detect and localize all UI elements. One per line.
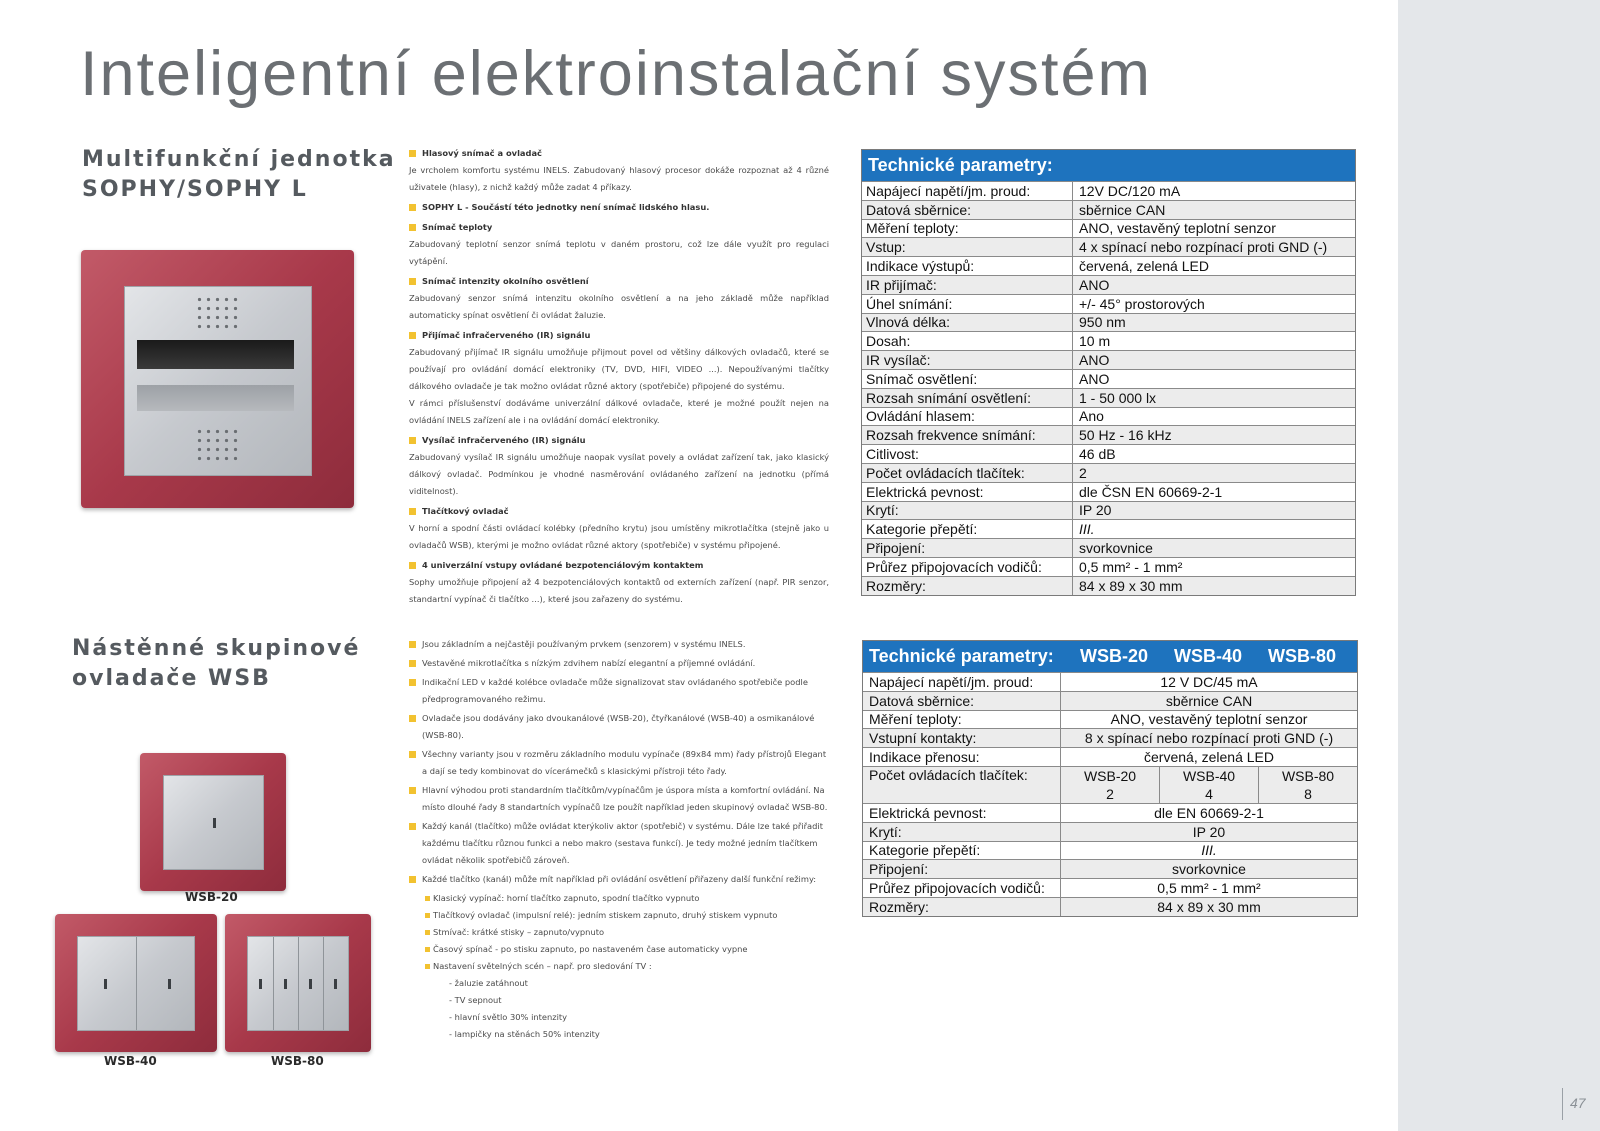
param-label: Rozměry:	[863, 898, 1061, 916]
param-label: Ovládání hlasem:	[862, 408, 1073, 426]
wsb20-device-image	[140, 753, 286, 891]
table-row	[862, 557, 1355, 576]
param-label: Připojení:	[863, 860, 1061, 878]
param-value: 12V DC/120 mA	[1079, 182, 1181, 199]
param-label: IR přijímač:	[862, 276, 1073, 294]
heading-line: Multifunkční jednotka	[82, 147, 396, 172]
param-label: Průřez připojovacích vodičů:	[863, 879, 1061, 897]
table-heading: Technické parametry:	[862, 150, 1355, 181]
feature-text: V horní a spodní části ovládací kolébky (předního krytu) jsou umístěny mikrotlačítka (stejně jako u ovladačů WSB), kterými je možno ovládat různé aktory (spotřebiče) v systému připojené.	[409, 523, 829, 550]
led-indicator	[309, 979, 312, 989]
table-row	[862, 331, 1355, 350]
table-row	[863, 822, 1357, 841]
table-row	[862, 538, 1355, 557]
list-item: Vestavěné mikrotlačítka s nízkým zdvihem nabízí elegantní a příjemné ovládání.	[409, 655, 829, 672]
param-label: Napájecí napětí/jm. proud:	[863, 673, 1061, 691]
feature-title: 4 univerzální vstupy ovládané bezpotenciálovým kontaktem	[409, 557, 829, 574]
feature-text: Zabudovaný vysílač IR signálu umožňuje naopak vysílat povely a ovládat zařízení tak, jako klasický dálkový ovladač. Podmínkou je vhodné nasměrování ovládaného zařízení na jednotku (přímá viditelnost).	[409, 452, 829, 496]
param-label: Elektrická pevnost:	[863, 804, 1061, 822]
param-label: Krytí:	[862, 502, 1073, 520]
table-row	[862, 350, 1355, 369]
table-row	[862, 576, 1355, 595]
table-heading-text: Technické parametry:	[869, 646, 1054, 666]
feature-title: Přijímač infračerveného (IR) signálu	[409, 327, 829, 344]
table-row	[862, 425, 1355, 444]
feature-title: Snímač intenzity okolního osvětlení	[409, 273, 829, 290]
bullet-icon	[409, 660, 416, 667]
table-row	[863, 897, 1357, 916]
table-row	[862, 388, 1355, 407]
param-value: dle ČSN EN 60669-2-1	[1079, 483, 1223, 500]
bullet-icon	[409, 641, 416, 648]
table-row	[862, 237, 1355, 256]
button-count: 8	[1304, 785, 1312, 802]
rocker-divider	[323, 937, 324, 1030]
param-value: ANO	[1079, 276, 1110, 293]
bullet-icon	[425, 896, 430, 901]
list-item: Každé tlačítko (kanál) může mít například při ovládání osvětlení přiřazeny další funkční režimy:	[409, 871, 829, 888]
table-row	[863, 859, 1357, 878]
param-value: 4 x spínací nebo rozpínací proti GND (-)	[1079, 239, 1328, 256]
wsb80-faceplate	[247, 936, 349, 1031]
bullet-icon	[425, 964, 430, 969]
table-row	[862, 275, 1355, 294]
table-row	[862, 463, 1355, 482]
led-indicator	[334, 979, 337, 989]
param-value: 50 Hz - 16 kHz	[1079, 427, 1172, 444]
table-row-buttons	[863, 766, 1357, 803]
param-value: 84 x 89 x 30 mm	[1157, 898, 1261, 915]
led-indicator	[168, 979, 171, 989]
bullet-icon	[409, 823, 416, 830]
sophy-faceplate	[124, 286, 312, 476]
param-label: Vlnová délka:	[862, 314, 1073, 332]
param-value: III.	[1079, 521, 1095, 538]
bullet-icon	[409, 278, 416, 285]
bullet-icon	[409, 332, 416, 339]
feature-title: SOPHY L - Součástí této jednotky není snímač lidského hlasu.	[409, 199, 829, 216]
speaker-grille	[195, 295, 239, 333]
param-value: 950 nm	[1079, 314, 1126, 331]
feature-title: Hlasový snímač a ovladač	[409, 145, 829, 162]
param-value: sběrnice CAN	[1079, 201, 1166, 218]
sophy-device-image	[81, 250, 354, 508]
param-value: 0,5 mm² - 1 mm²	[1157, 880, 1261, 897]
model-name: WSB-20	[1083, 767, 1137, 784]
table-row	[862, 501, 1355, 520]
table-row	[862, 369, 1355, 388]
table-row	[863, 747, 1357, 766]
table-row	[863, 803, 1357, 822]
led-indicator	[213, 818, 216, 828]
bullet-icon	[409, 787, 416, 794]
bullet-icon	[409, 562, 416, 569]
param-label: Kategorie přepětí:	[862, 520, 1073, 538]
list-item: Jsou základním a nejčastěji používaným prvkem (senzorem) v systému INELS.	[409, 636, 829, 653]
led-indicator	[259, 979, 262, 989]
rocker-divider	[136, 937, 137, 1030]
model-heading: WSB-40	[1173, 646, 1242, 666]
param-value: III.	[1201, 842, 1217, 859]
bullet-icon	[425, 947, 430, 952]
table-row	[862, 181, 1355, 200]
page-rule	[1562, 1088, 1563, 1120]
param-label: IR vysílač:	[862, 351, 1073, 369]
table-row	[862, 219, 1355, 238]
model-cell	[1160, 767, 1259, 803]
list-item: Všechny varianty jsou v rozměru základního modulu vypínače (89x84 mm) řady přístrojů Elegant a dají se tedy kombinovat do vícerámečků s klasickými přístroji této řady.	[409, 746, 829, 780]
bullet-icon	[409, 150, 416, 157]
rocker-divider	[298, 937, 299, 1030]
bullet-icon	[409, 204, 416, 211]
heading-line: ovladače WSB	[72, 666, 271, 691]
bullet-icon	[409, 437, 416, 444]
table-row	[862, 519, 1355, 538]
param-label: Citlivost:	[862, 445, 1073, 463]
param-value: ANO	[1079, 352, 1110, 369]
sophy-tech-table	[861, 149, 1356, 596]
param-label: Kategorie přepětí:	[863, 842, 1061, 860]
bullet-icon	[409, 224, 416, 231]
bullet-icon	[409, 679, 416, 686]
table-row	[862, 482, 1355, 501]
param-value: svorkovnice	[1172, 861, 1246, 878]
sub-list-item: Nastavení světelných scén – např. pro sledování TV :	[409, 958, 829, 975]
list-item: Hlavní výhodou proti standardním tlačítkům/vypínačům je úspora místa a komfortní ovládání. Na místo dlouhé řady 8 standartních vypínačů lze použít například jeden skupinový ovladač WSB-80.	[409, 782, 829, 816]
sub-list-item: Tlačítkový ovladač (impulsní relé): jedním stiskem zapnuto, druhý stiskem vypnuto	[409, 907, 829, 924]
param-value: svorkovnice	[1079, 540, 1153, 557]
table-row	[863, 878, 1357, 897]
device-label-wsb20: WSB-20	[185, 890, 238, 904]
param-label: Vstupní kontakty:	[863, 729, 1061, 747]
bullet-icon	[409, 751, 416, 758]
param-label: Krytí:	[863, 823, 1061, 841]
feature-text: Zabudovaný senzor snímá intenzitu okolního osvětlení a na jeho základě může například automaticky spínat osvětlení či ovládat žaluzie.	[409, 293, 829, 320]
param-value: +/- 45° prostorových	[1079, 295, 1205, 312]
feature-text: V rámci příslušenství dodáváme univerzální dálkové ovladače, které je možné použít nejen na ovládání INELS zařízení ale i na ovládání domácí elektroniky.	[409, 398, 829, 425]
param-label: Indikace výstupů:	[862, 257, 1073, 275]
param-value: 8 x spínací nebo rozpínací proti GND (-)	[1084, 730, 1334, 747]
table-row	[862, 200, 1355, 219]
table-row	[862, 256, 1355, 275]
param-value: 46 dB	[1079, 446, 1116, 463]
model-name: WSB-80	[1281, 767, 1335, 784]
wsb40-device-image	[55, 914, 217, 1052]
param-label: Rozsah frekvence snímání:	[862, 426, 1073, 444]
param-label: Úhel snímání:	[862, 295, 1073, 313]
wsb-tech-table	[862, 640, 1358, 917]
wsb80-device-image	[225, 914, 371, 1052]
param-label: Datová sběrnice:	[862, 201, 1073, 219]
list-item: Indikační LED v každé kolébce ovladače může signalizovat stav ovládaného spotřebiče podle předprogramovaného režimu.	[409, 674, 829, 708]
list-item: Ovladače jsou dodávány jako dvoukanálové (WSB-20), čtyřkanálové (WSB-40) a osmikanálové (WSB-80).	[409, 710, 829, 744]
param-label: Dosah:	[862, 332, 1073, 350]
page-number: 47	[1570, 1095, 1586, 1111]
bullet-icon	[409, 508, 416, 515]
param-label: Elektrická pevnost:	[862, 483, 1073, 501]
feature-text: Zabudovaný teplotní senzor snímá teplotu v daném prostoru, což lze dále využít pro regulaci vytápění.	[409, 239, 829, 266]
heading-line: SOPHY/SOPHY L	[82, 177, 308, 202]
param-label: Indikace přenosu:	[863, 748, 1061, 766]
led-indicator	[104, 979, 107, 989]
table-heading	[863, 641, 1357, 672]
param-value: červená, zelená LED	[1144, 749, 1274, 766]
param-value: dle EN 60669-2-1	[1154, 804, 1264, 821]
param-value: Ano	[1079, 408, 1104, 425]
table-row	[862, 313, 1355, 332]
bullet-icon	[409, 876, 416, 883]
param-value: 0,5 mm² - 1 mm²	[1079, 558, 1183, 575]
button-count: 4	[1205, 785, 1213, 802]
param-label: Počet ovládacích tlačítek:	[863, 767, 1061, 803]
led-indicator	[284, 979, 287, 989]
param-value: ANO	[1079, 370, 1110, 387]
param-label: Vstup:	[862, 238, 1073, 256]
list-item: Každý kanál (tlačítko) může ovládat kterýkoliv aktor (spotřebič) v systému. Dále lze také přiřadit každému tlačítku různou funkci a nebo makro (sestava funkcí). Je tedy možné jedním tlačítkem ovládat několik spotřebičů zároveň.	[409, 818, 829, 869]
wsb-description	[409, 636, 829, 1043]
table-row	[863, 728, 1357, 747]
table-row	[863, 691, 1357, 710]
param-value: 10 m	[1079, 333, 1111, 350]
feature-text: Sophy umožňuje připojení až 4 bezpotenciálových kontaktů od externích zařízení (např. PIR senzor, standartní vypínač či tlačítko ...), které jsou zařazeny do systému.	[409, 577, 829, 604]
param-label: Napájecí napětí/jm. proud:	[862, 182, 1073, 200]
param-value: 1 - 50 000 lx	[1079, 389, 1157, 406]
wsb20-faceplate	[163, 775, 264, 870]
param-label: Průřez připojovacích vodičů:	[862, 558, 1073, 576]
scene-step: - žaluzie zatáhnout	[449, 978, 528, 988]
model-cell	[1061, 767, 1160, 803]
param-value: 84 x 89 x 30 mm	[1079, 577, 1183, 594]
param-value: IP 20	[1079, 502, 1112, 519]
section-heading-sophy	[82, 145, 396, 205]
sensor-window	[137, 385, 294, 411]
feature-text: Zabudovaný přijímač IR signálu umožňuje přijmout povel od většiny dálkových ovladačů, které se používají pro ovládání domácí elektroniky (TV, DVD, HIFI, VIDEO ...). Nepoužívanými tlačítky dálkového ovladače je tak možno ovládat různé aktory (spotřebiče) připojené do systému.	[409, 347, 829, 391]
model-heading: WSB-20	[1079, 646, 1148, 666]
param-label: Rozsah snímání osvětlení:	[862, 389, 1073, 407]
param-value: 12 V DC/45 mA	[1160, 673, 1258, 690]
param-value: 2	[1079, 464, 1087, 481]
page-title: Inteligentní elektroinstalační systém	[80, 39, 1153, 109]
table-row	[862, 294, 1355, 313]
param-label: Rozměry:	[862, 577, 1073, 595]
heading-line: Nástěnné skupinové	[72, 636, 361, 661]
scene-step: - hlavní světlo 30% intenzity	[449, 1012, 568, 1022]
feature-text: Je vrcholem komfortu systému INELS. Zabudovaný hlasový procesor dokáže rozpoznat až 4 různé uživatele (hlasy), z nichž každý může zadat 4 příkazy.	[409, 165, 829, 192]
side-band	[1398, 0, 1600, 1131]
param-label: Měření teploty:	[862, 220, 1073, 238]
param-label: Měření teploty:	[863, 711, 1061, 729]
model-cell	[1259, 767, 1357, 803]
table-row	[863, 710, 1357, 729]
param-label: Snímač osvětlení:	[862, 370, 1073, 388]
param-label: Počet ovládacích tlačítek:	[862, 464, 1073, 482]
sub-list-item: Stmívač: krátké stisky – zapnuto/vypnuto	[409, 924, 829, 941]
table-row	[862, 407, 1355, 426]
bullet-icon	[425, 930, 430, 935]
table-row	[862, 444, 1355, 463]
feature-title: Vysílač infračerveného (IR) signálu	[409, 432, 829, 449]
section-heading-wsb	[72, 634, 360, 694]
param-value: červená, zelená LED	[1079, 258, 1209, 275]
param-value: ANO, vestavěný teplotní senzor	[1079, 220, 1276, 237]
param-value: sběrnice CAN	[1165, 692, 1253, 709]
table-row	[863, 672, 1357, 691]
sophy-description	[409, 145, 829, 608]
rocker-divider	[273, 937, 274, 1030]
bullet-icon	[409, 715, 416, 722]
bullet-icon	[425, 913, 430, 918]
model-heading: WSB-80	[1267, 646, 1336, 666]
button-count: 2	[1106, 785, 1114, 802]
feature-title: Tlačítkový ovladač	[409, 503, 829, 520]
param-label: Datová sběrnice:	[863, 692, 1061, 710]
scene-step: - lampičky na stěnách 50% intenzity	[449, 1029, 600, 1039]
wsb40-faceplate	[77, 936, 195, 1031]
sub-list-item: Klasický vypínač: horní tlačítko zapnuto, spodní tlačítko vypnuto	[409, 890, 829, 907]
table-row	[863, 841, 1357, 860]
param-value: IP 20	[1192, 823, 1226, 840]
param-label: Připojení:	[862, 539, 1073, 557]
feature-title: Snímač teploty	[409, 219, 829, 236]
device-label-wsb40: WSB-40	[104, 1054, 157, 1068]
microphone-grille	[195, 427, 239, 465]
scene-step: - TV sepnout	[449, 995, 502, 1005]
sub-list-item: Časový spínač - po stisku zapnuto, po nastaveném čase automaticky vypne	[409, 941, 829, 958]
ir-window	[137, 340, 294, 369]
device-label-wsb80: WSB-80	[271, 1054, 324, 1068]
model-name: WSB-40	[1182, 767, 1236, 784]
param-value: ANO, vestavěný teplotní senzor	[1110, 711, 1308, 728]
